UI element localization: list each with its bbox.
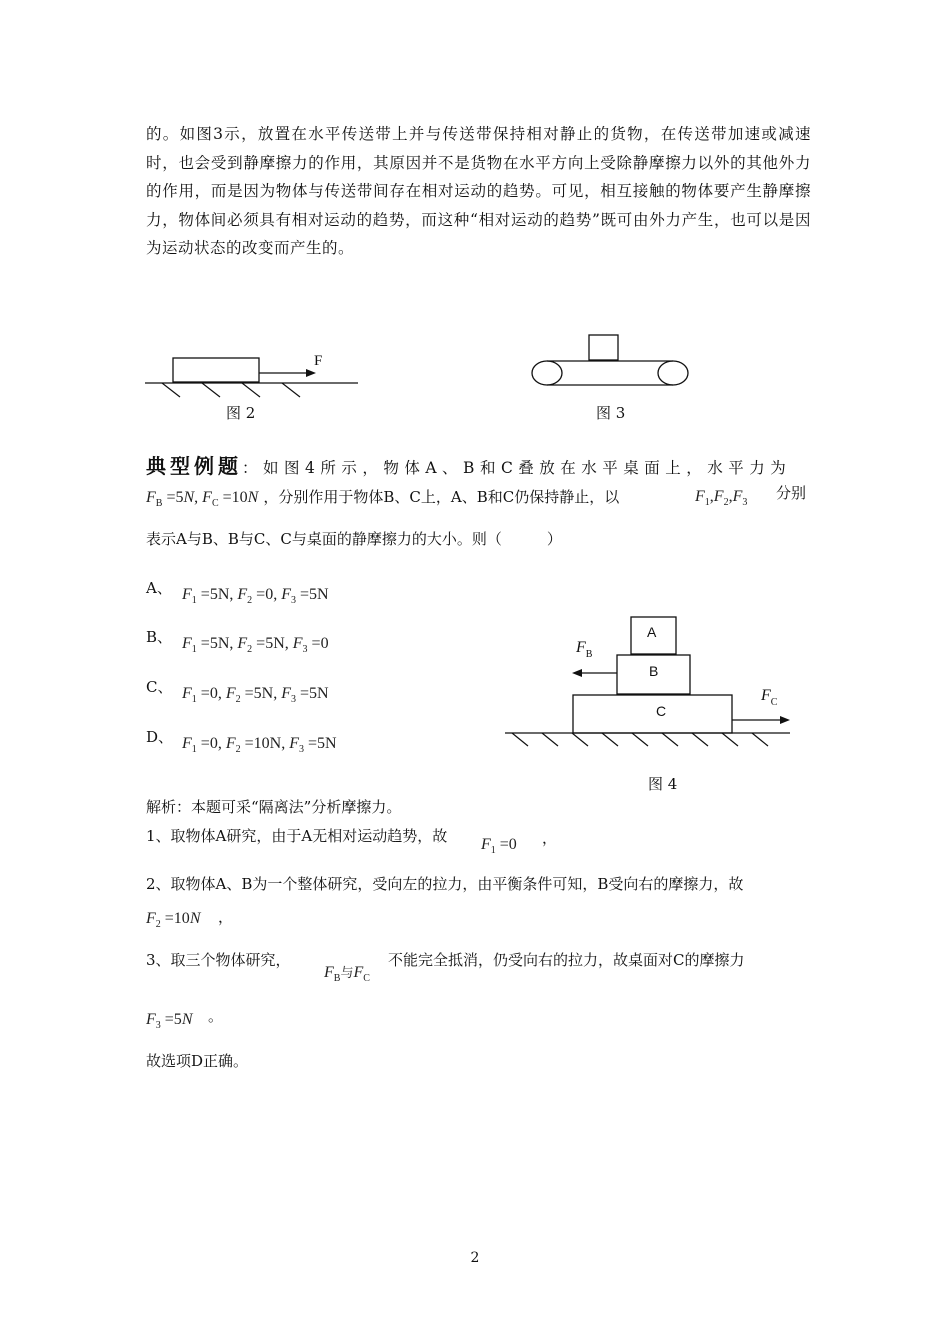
step1-tail: ， xyxy=(542,829,558,847)
fig4-force-c-sub: C xyxy=(770,697,778,708)
solution-step-2: 2、取物体A、B为一个整体研究，受向左的拉力，由平衡条件可知，B受向右的摩擦力，故 xyxy=(146,875,744,893)
example-heading: 典型例题 xyxy=(146,454,242,478)
step3-formula: $F_3 =5N$ xyxy=(146,1011,193,1032)
svg-text:FB xyxy=(575,639,593,660)
step3-forces: $F_B$与$F_C$ xyxy=(324,964,370,985)
fig4-block-a-label: A xyxy=(647,624,657,640)
fig4-block-c-label: C xyxy=(656,703,667,719)
solution-intro: 解析：本题可采“隔离法”分析摩擦力。 xyxy=(146,798,402,816)
example-line-2 xyxy=(146,486,619,509)
fig4-block-b-label: B xyxy=(649,663,659,679)
option-d-formula: $F_1 =0$, $F_2 =10N$, $F_3 =5N$ xyxy=(182,735,337,756)
option-a-formula: $F_1 =5N$, $F_2 =0$, $F_3 =5N$ xyxy=(182,586,329,607)
solution-step-3: 3、取三个物体研究， xyxy=(146,951,291,969)
option-c-formula: $F_1 =0$, $F_2 =5N$, $F_3 =5N$ xyxy=(182,685,329,706)
example-line-1 xyxy=(146,450,791,479)
figure-4-caption: 图 4 xyxy=(648,775,678,793)
given-forces-formula: $F_B =5N$, $F_C =10N$ xyxy=(146,489,259,510)
fig2-ground-hatching xyxy=(162,383,300,397)
svg-text:FC xyxy=(760,687,778,708)
fig4-force-b-sub: B xyxy=(585,649,593,660)
option-b[interactable] xyxy=(146,627,329,656)
step3-end: 。 xyxy=(208,1007,224,1025)
fig2-block xyxy=(173,358,259,382)
step1-formula: $F_1 =0$ xyxy=(481,836,517,857)
fig4-ground-hatching xyxy=(512,733,768,746)
fig4-block-c xyxy=(573,695,732,733)
solution-conclusion: 故选项D正确。 xyxy=(146,1052,249,1070)
fig3-left-roller xyxy=(532,361,562,385)
fig3-right-roller xyxy=(658,361,688,385)
example-line2-end: 分别 xyxy=(776,484,807,502)
option-b-formula: $F_1 =5N$, $F_2 =5N$, $F_3 =0$ xyxy=(182,635,329,656)
solution-step-1: 1、取物体A研究，由于A无相对运动趋势，故 xyxy=(146,827,448,845)
figure-3-caption: 图 3 xyxy=(596,404,626,422)
example-line1-text: ：如图4所示，物体A、B和C叠放在水平桌面上，水平力为 xyxy=(242,459,792,477)
intro-paragraph: 的。如图3示，放置在水平传送带上并与传送带保持相对静止的货物，在传送带加速或减速时，也会受到静摩擦力的作用，其原因并不是货物在水平方向上受除静摩擦力以外的其他外力的作用，而是因为物体与传送带间存在相对运动的趋势。可见，相互接触的物体要产生静摩擦力，物体间必须具有相对运动的趋势，而这种“相对运动的趋势”既可由外力产生，也可以是因为运动状态的改变而产生的。 xyxy=(146,125,811,257)
figure-2-diagram xyxy=(140,345,370,405)
step2-formula: $F_2 =10N$ xyxy=(146,910,201,931)
fig4-force-b-arrowhead xyxy=(572,669,582,677)
option-b-label: B、 xyxy=(146,628,173,646)
page-number: 2 xyxy=(470,1250,480,1266)
option-d[interactable] xyxy=(146,727,337,756)
step2-tail: ， xyxy=(218,908,234,926)
option-d-label: D、 xyxy=(146,728,174,746)
fig4-force-c-arrowhead xyxy=(780,716,790,724)
fig3-cargo-box xyxy=(589,335,618,360)
figure-2-caption: 图 2 xyxy=(226,404,256,422)
option-c-label: C、 xyxy=(146,678,173,696)
fig2-force-label: F xyxy=(314,353,323,369)
example-line-3: 表示A与B、B与C、C与桌面的静摩擦力的大小。则（ ） xyxy=(146,530,562,548)
fig4-force-b-label: F xyxy=(576,639,586,656)
figure-3-diagram xyxy=(525,330,700,392)
friction-forces-symbols: $F_1,F_2,F_3$ xyxy=(695,488,748,509)
step3-tail: 不能完全抵消，仍受向右的拉力，故桌面对C的摩擦力 xyxy=(388,951,745,969)
example-line2-text: ，分别作用于物体B、C上，A、B和C仍保持静止，以 xyxy=(263,488,620,506)
fig2-arrowhead xyxy=(306,369,316,377)
option-c[interactable] xyxy=(146,677,329,706)
option-a-label: A、 xyxy=(146,579,172,597)
option-a[interactable] xyxy=(146,578,329,607)
fig4-force-c-label: F xyxy=(761,687,771,704)
figure-4-diagram xyxy=(500,612,800,752)
